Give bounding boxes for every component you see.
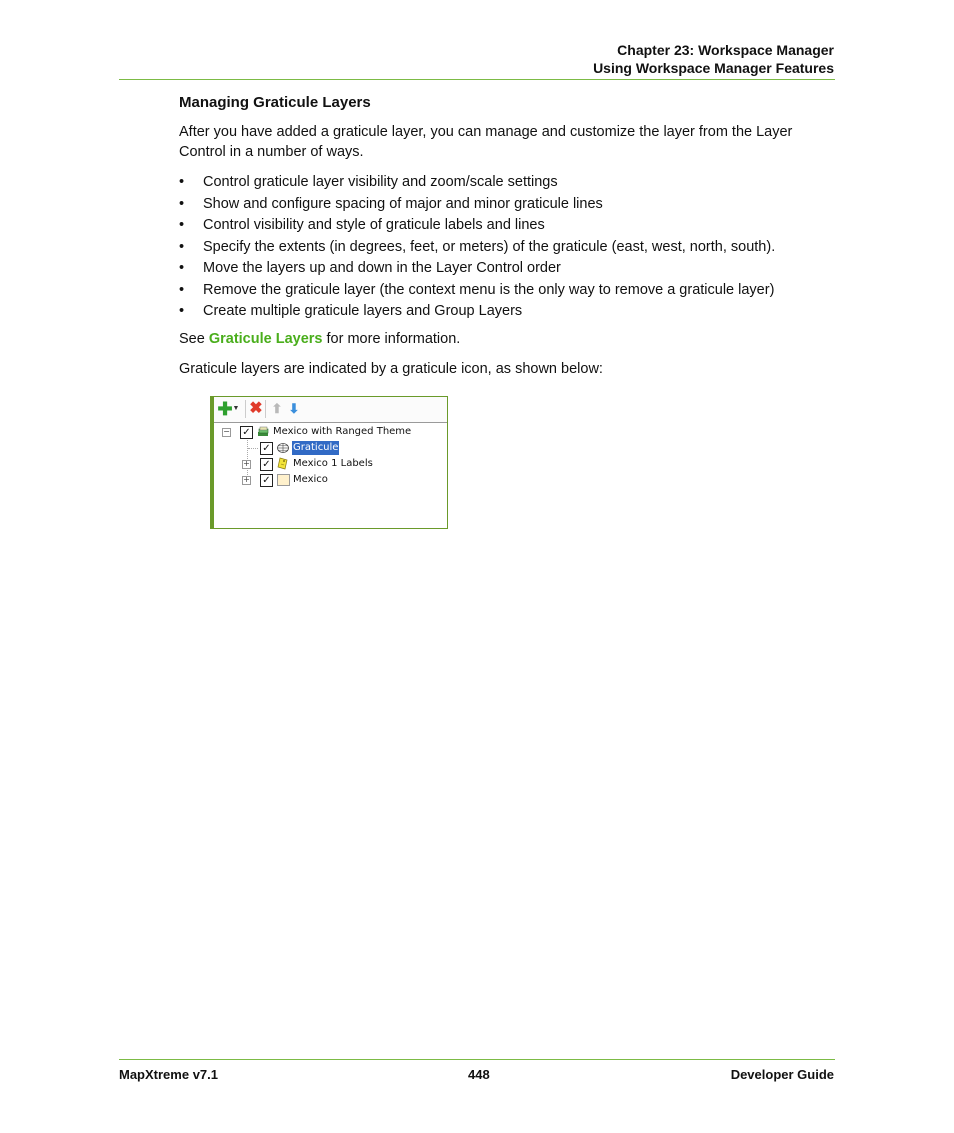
- figure-caption: Graticule layers are indicated by a graticule icon, as shown below:: [179, 361, 603, 377]
- move-up-icon[interactable]: ⬆: [271, 401, 283, 416]
- see-prefix: See: [179, 331, 209, 347]
- page-number: 448: [468, 1067, 490, 1082]
- move-down-icon[interactable]: ⬇: [288, 401, 300, 416]
- list-item: • Specify the extents (in degrees, feet, or meters) of the graticule (east, west, north, south).: [179, 237, 775, 259]
- tree-connector: [248, 448, 258, 449]
- see-suffix: for more information.: [322, 331, 461, 347]
- list-item: • Control visibility and style of graticule labels and lines: [179, 215, 775, 237]
- toolbar-separator: [265, 400, 267, 418]
- section-title: Using Workspace Manager Features: [593, 60, 834, 76]
- group-layer-icon: [257, 426, 269, 438]
- visibility-checkbox[interactable]: ✓: [260, 458, 273, 471]
- layer-control-panel: [210, 396, 448, 529]
- section-heading: Managing Graticule Layers: [179, 94, 371, 111]
- expand-toggle[interactable]: +: [243, 475, 250, 484]
- dropdown-arrow-icon[interactable]: ▼: [232, 405, 240, 412]
- visibility-checkbox[interactable]: ✓: [240, 426, 253, 439]
- visibility-checkbox[interactable]: ✓: [260, 474, 273, 487]
- list-item: • Show and configure spacing of major and minor graticule lines: [179, 194, 775, 216]
- footer-product: MapXtreme v7.1: [119, 1067, 218, 1082]
- tree-row-mexico[interactable]: [214, 473, 444, 489]
- tree-row-labels[interactable]: [214, 457, 444, 473]
- label-layer-icon: [277, 457, 289, 469]
- feature-list: [179, 172, 775, 323]
- graticule-icon: [277, 442, 289, 454]
- intro-paragraph: After you have added a graticule layer, you can manage and customize the layer from the Layer Control in a number of ways.: [179, 124, 793, 160]
- visibility-checkbox[interactable]: ✓: [260, 442, 273, 455]
- tree-row-graticule[interactable]: [214, 441, 444, 457]
- footer-guide: Developer Guide: [730, 1067, 834, 1082]
- layer-label-selected: Graticule: [293, 442, 339, 453]
- layer-label: Mexico: [293, 474, 328, 485]
- list-item: • Create multiple graticule layers and Group Layers: [179, 301, 775, 323]
- layer-label: Mexico with Ranged Theme: [273, 426, 412, 437]
- layer-control-toolbar: [214, 397, 447, 423]
- layer-tree: [214, 423, 447, 528]
- see-also-paragraph: [179, 329, 819, 349]
- tree-row-group[interactable]: [214, 425, 444, 441]
- list-item: • Remove the graticule layer (the context menu is the only way to remove a graticule layer): [179, 280, 775, 302]
- list-item: • Move the layers up and down in the Layer Control order: [179, 258, 775, 280]
- remove-icon[interactable]: ✖: [249, 400, 263, 417]
- footer-rule: [119, 1059, 835, 1060]
- layer-label: Mexico 1 Labels: [293, 458, 373, 469]
- toolbar-separator: [245, 400, 247, 418]
- graticule-layers-link[interactable]: Graticule Layers: [208, 331, 323, 347]
- region-layer-icon: [277, 474, 290, 486]
- chapter-title: Chapter 23: Workspace Manager: [617, 42, 834, 58]
- expand-toggle[interactable]: +: [243, 459, 250, 468]
- header-rule: [119, 79, 835, 80]
- list-item: • Control graticule layer visibility and zoom/scale settings: [179, 172, 775, 194]
- collapse-toggle[interactable]: −: [223, 427, 230, 436]
- running-header: [593, 41, 834, 77]
- add-icon[interactable]: ✚: [217, 399, 233, 419]
